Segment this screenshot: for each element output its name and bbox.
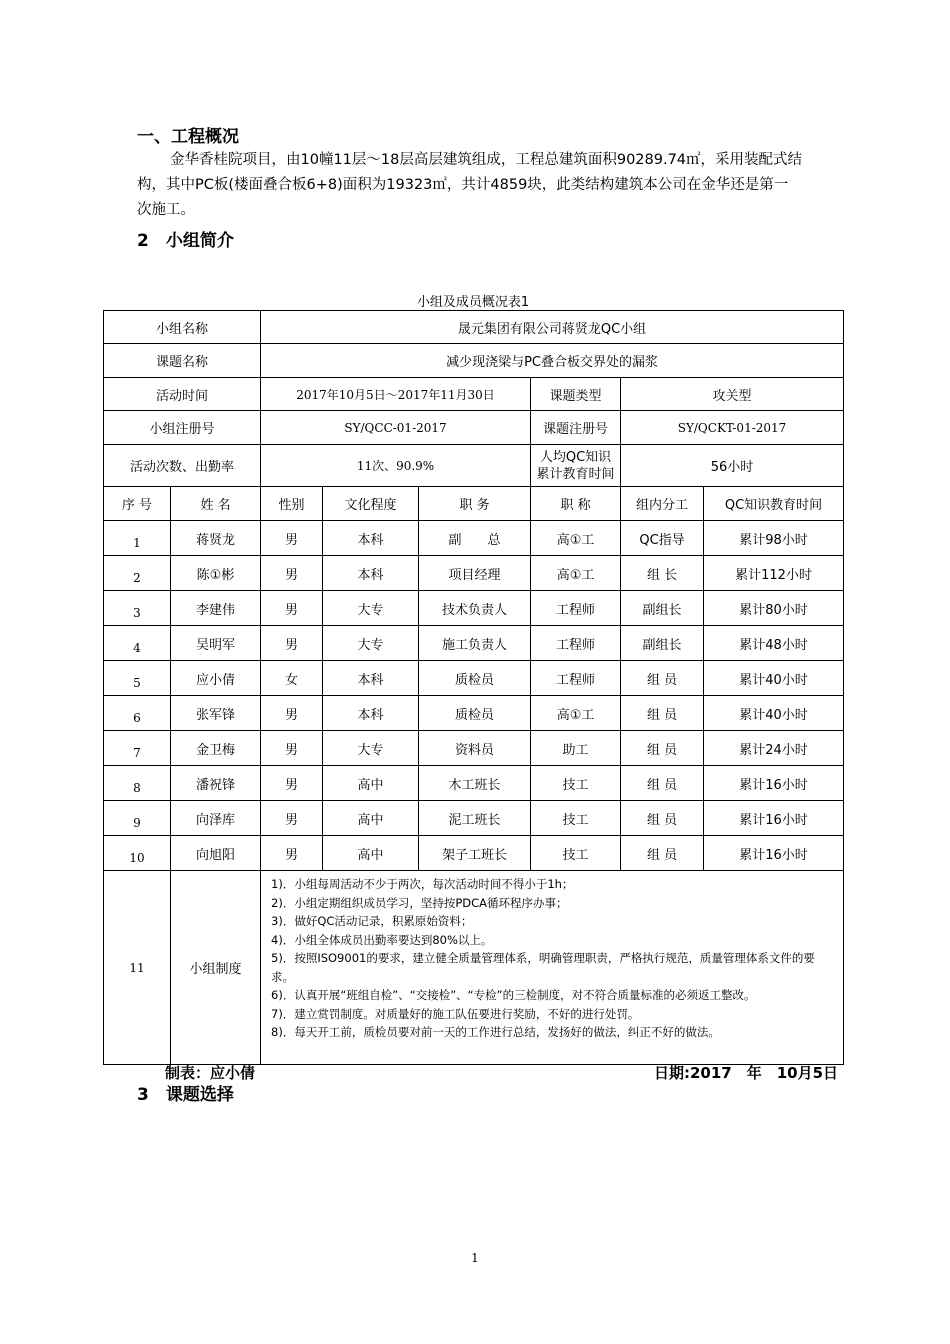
member-role: QC指导: [621, 521, 704, 556]
page-number: 1: [471, 1251, 479, 1265]
member-education: 高中: [323, 801, 419, 836]
table-row: [104, 696, 844, 731]
member-title: 高①工: [531, 696, 621, 731]
header-education: 文化程度: [323, 487, 419, 521]
edu-time-label-line1: 人均QC知识: [539, 449, 612, 465]
topic-reg-label: 课题注册号: [531, 411, 621, 445]
member-name: 应小倩: [171, 661, 261, 696]
edu-time-label-line2: 累计教育时间: [536, 466, 615, 482]
member-sex: 男: [261, 696, 323, 731]
member-education: 本科: [323, 556, 419, 591]
member-sex: 男: [261, 731, 323, 766]
member-role: 副组长: [621, 591, 704, 626]
member-duty: 施工负责人: [419, 626, 531, 661]
member-education: 高中: [323, 766, 419, 801]
rule-item: 5)．按照ISO9001的要求，建立健全质量管理体系，明确管理职责，严格执行规范，质量管理体系文件的要求。: [271, 951, 815, 984]
member-education: 大专: [323, 626, 419, 661]
rules-row: [104, 871, 844, 1065]
member-sex: 男: [261, 836, 323, 871]
member-no: 4: [104, 626, 171, 661]
member-no: 7: [104, 731, 171, 766]
section3-title: 3 课题选择: [137, 1085, 234, 1105]
member-name: 张军锋: [171, 696, 261, 731]
header-role: 组内分工: [621, 487, 704, 521]
member-role: 组 员: [621, 731, 704, 766]
member-education: 高中: [323, 836, 419, 871]
member-title: 高①工: [531, 521, 621, 556]
member-name: 金卫梅: [171, 731, 261, 766]
member-education: 大专: [323, 731, 419, 766]
member-sex: 男: [261, 521, 323, 556]
member-duty: 木工班长: [419, 766, 531, 801]
rule-item: 1)．小组每周活动不少于两次，每次活动时间不得小于1h；: [271, 877, 574, 891]
member-name: 吴明军: [171, 626, 261, 661]
member-no: 1: [104, 521, 171, 556]
rule-item: 7)．建立赏罚制度。对质量好的施工队伍要进行奖励，不好的进行处罚。: [271, 1006, 640, 1021]
header-sex: 性别: [261, 487, 323, 521]
member-name: 向旭阳: [171, 836, 261, 871]
edu-time-value: 56小时: [621, 445, 844, 487]
group-name-value: 晟元集团有限公司蒋贤龙QC小组: [261, 311, 844, 344]
header-qc-hours: QC知识教育时间: [704, 487, 844, 521]
member-qc-hours: 累计98小时: [704, 521, 844, 556]
member-qc-hours: 累计16小时: [704, 801, 844, 836]
member-duty: 副 总: [419, 521, 531, 556]
member-qc-hours: 累计16小时: [704, 836, 844, 871]
rule-item: 2)．小组定期组织成员学习，坚持按PDCA循环程序办事；: [271, 895, 568, 910]
section2-title: 2 小组简介: [137, 231, 234, 251]
member-duty: 泥工班长: [419, 801, 531, 836]
member-title: 工程师: [531, 661, 621, 696]
table-row: [104, 731, 844, 766]
header-no: 序 号: [104, 487, 171, 521]
overview-line-3: 次施工。: [137, 202, 195, 218]
member-no: 8: [104, 766, 171, 801]
member-qc-hours: 累计48小时: [704, 626, 844, 661]
member-duty: 质检员: [419, 696, 531, 731]
rule-item: 6)．认真开展“班组自检”、“交接检”、“专检”的三检制度，对不符合质量标准的必须返工整改。: [271, 988, 756, 1002]
member-no: 10: [104, 836, 171, 871]
table-row: [104, 836, 844, 871]
member-title: 工程师: [531, 626, 621, 661]
group-members-table: [103, 310, 844, 1065]
member-no: 9: [104, 801, 171, 836]
table-row: [104, 591, 844, 626]
rule-item: 3)．做好QC活动记录，积累原始资料；: [271, 914, 473, 928]
member-qc-hours: 累计40小时: [704, 696, 844, 731]
header-name: 姓 名: [171, 487, 261, 521]
group-reg-value: SY/QCC-01-2017: [261, 411, 531, 445]
member-qc-hours: 累计112小时: [704, 556, 844, 591]
period-label: 活动时间: [104, 378, 261, 411]
member-title: 助工: [531, 731, 621, 766]
member-role: 组 员: [621, 696, 704, 731]
table-caption: 小组及成员概况表1: [416, 295, 530, 310]
rule-item: 8)．每天开工前，质检员要对前一天的工作进行总结，发扬好的做法，纠正不好的做法。: [271, 1025, 720, 1039]
overview-line-1: 金华香桂院项目，由10幢11层～18层高层建筑组成，工程总建筑面积90289.74㎡，采用装配式结: [170, 152, 803, 168]
member-role: 组 员: [621, 661, 704, 696]
member-duty: 项目经理: [419, 556, 531, 591]
member-sex: 男: [261, 591, 323, 626]
member-name: 潘祝锋: [171, 766, 261, 801]
member-title: 技工: [531, 801, 621, 836]
member-no: 3: [104, 591, 171, 626]
topic-label: 课题名称: [104, 344, 261, 378]
member-duty: 资料员: [419, 731, 531, 766]
member-role: 组 员: [621, 801, 704, 836]
section1-title: 一、工程概况: [137, 127, 239, 147]
table-row: [104, 766, 844, 801]
member-title: 高①工: [531, 556, 621, 591]
member-name: 陈①彬: [171, 556, 261, 591]
rules-label: 小组制度: [171, 871, 261, 1065]
table-row: [104, 521, 844, 556]
project-overview-paragraph: [137, 148, 857, 223]
member-duty: 技术负责人: [419, 591, 531, 626]
group-name-label: 小组名称: [104, 311, 261, 344]
topic-reg-value: SY/QCKT-01-2017: [621, 411, 844, 445]
member-qc-hours: 累计80小时: [704, 591, 844, 626]
member-qc-hours: 累计24小时: [704, 731, 844, 766]
member-name: 李建伟: [171, 591, 261, 626]
member-role: 组 员: [621, 836, 704, 871]
member-qc-hours: 累计40小时: [704, 661, 844, 696]
member-sex: 男: [261, 556, 323, 591]
member-role: 组 长: [621, 556, 704, 591]
table-row: [104, 801, 844, 836]
member-education: 大专: [323, 591, 419, 626]
table-maker: 制表：应小倩: [165, 1064, 256, 1082]
member-sex: 女: [261, 661, 323, 696]
member-title: 技工: [531, 766, 621, 801]
rule-item: 4)．小组全体成员出勤率要达到80%以上。: [271, 932, 493, 947]
table-row: [104, 626, 844, 661]
member-no: 6: [104, 696, 171, 731]
period-value: 2017年10月5日～2017年11月30日: [261, 378, 531, 411]
member-education: 本科: [323, 661, 419, 696]
header-title: 职 称: [531, 487, 621, 521]
table-header-row: [104, 487, 844, 521]
activity-count-label: 活动次数、出勤率: [104, 445, 261, 487]
rules-no: 11: [104, 871, 171, 1065]
topic-value: 减少现浇梁与PC叠合板交界处的漏浆: [261, 344, 844, 378]
member-title: 工程师: [531, 591, 621, 626]
member-no: 5: [104, 661, 171, 696]
edu-time-label: [531, 445, 621, 487]
rules-list: [261, 871, 844, 1065]
header-duty: 职 务: [419, 487, 531, 521]
member-sex: 男: [261, 766, 323, 801]
member-duty: 架子工班长: [419, 836, 531, 871]
table-row: [104, 661, 844, 696]
group-reg-label: 小组注册号: [104, 411, 261, 445]
member-sex: 男: [261, 626, 323, 661]
member-role: 副组长: [621, 626, 704, 661]
member-name: 蒋贤龙: [171, 521, 261, 556]
member-role: 组 员: [621, 766, 704, 801]
member-qc-hours: 累计16小时: [704, 766, 844, 801]
member-education: 本科: [323, 696, 419, 731]
topic-type-label: 课题类型: [531, 378, 621, 411]
overview-line-2: 构，其中PC板(楼面叠合板6+8)面积为19323㎡，共计4859块，此类结构建筑本公司在金华还是第一: [137, 177, 789, 193]
member-title: 技工: [531, 836, 621, 871]
table-row: [104, 556, 844, 591]
topic-type-value: 攻关型: [621, 378, 844, 411]
member-education: 本科: [323, 521, 419, 556]
member-no: 2: [104, 556, 171, 591]
table-date: 日期:2017 年 10月5日: [654, 1064, 839, 1082]
member-duty: 质检员: [419, 661, 531, 696]
member-sex: 男: [261, 801, 323, 836]
activity-count-value: 11次、90.9%: [261, 445, 531, 487]
member-name: 向泽库: [171, 801, 261, 836]
